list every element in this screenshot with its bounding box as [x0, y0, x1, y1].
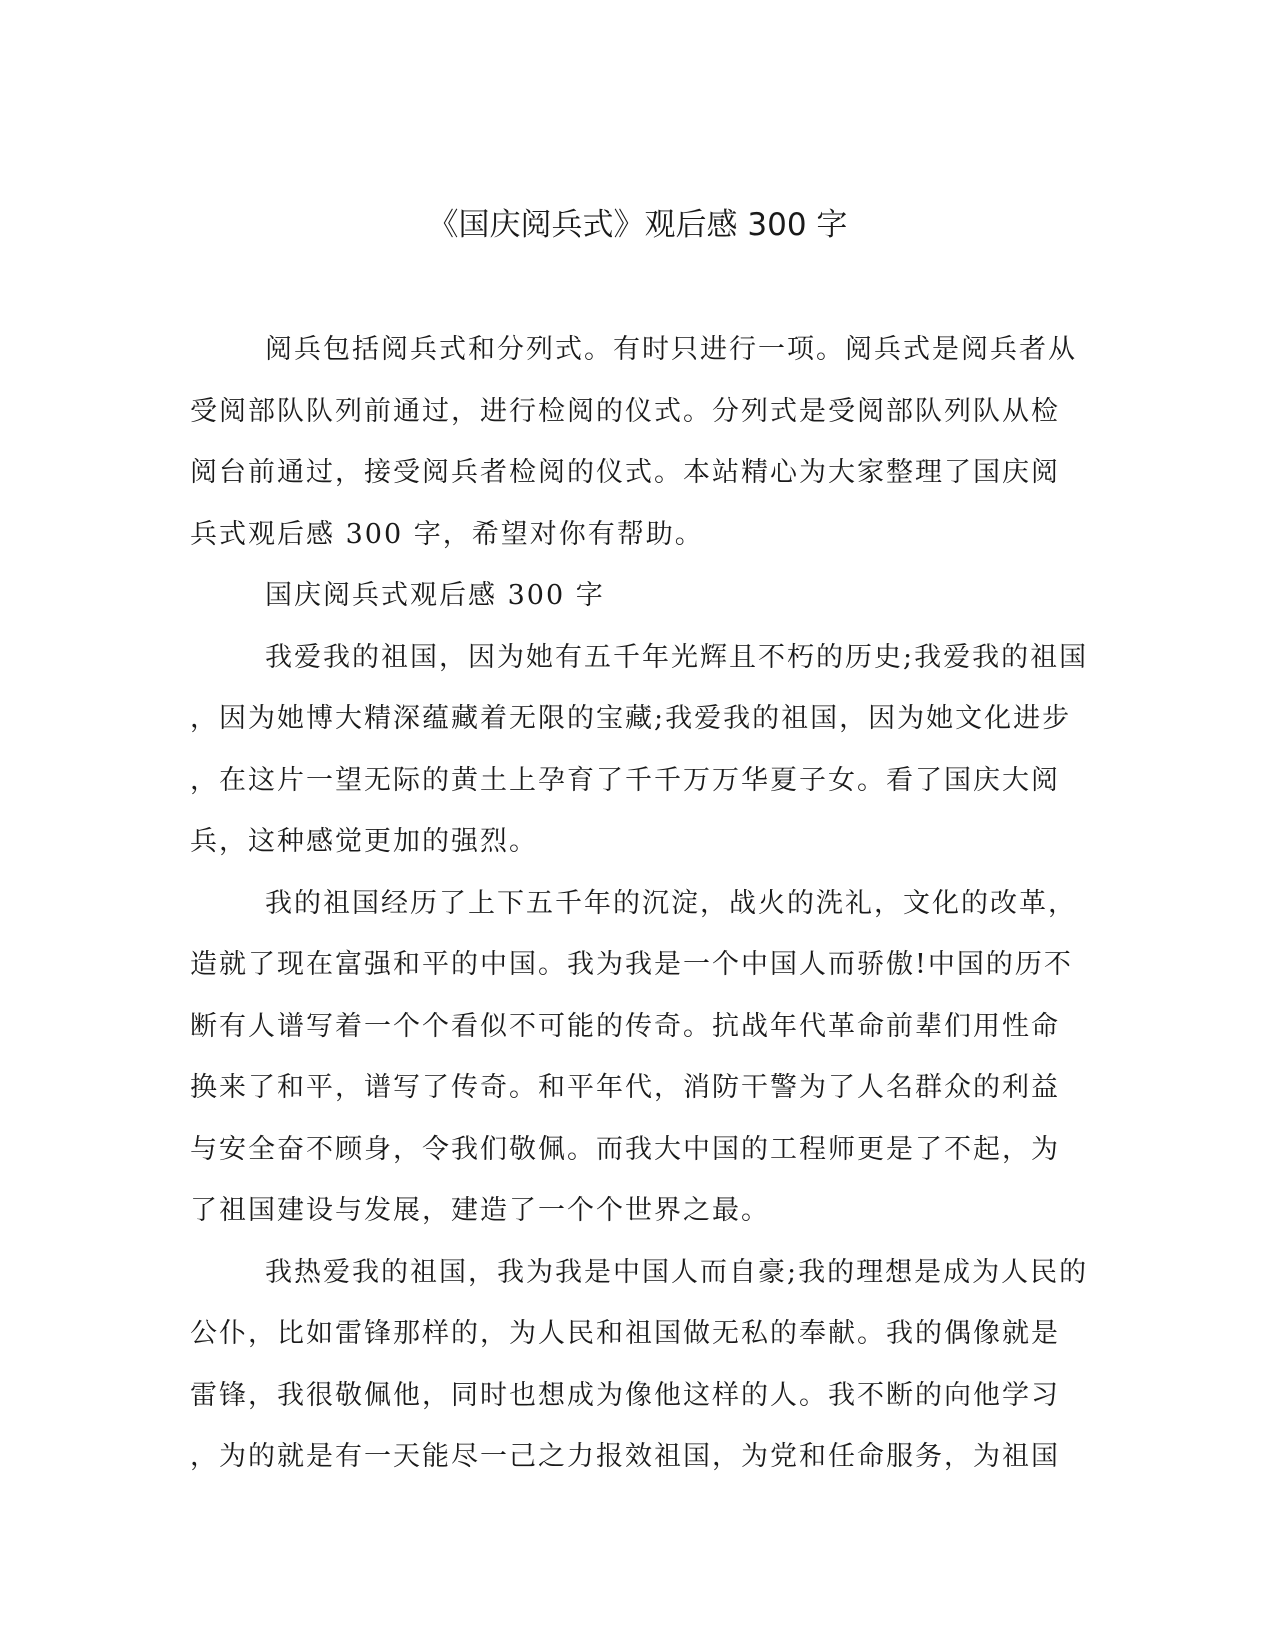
text-line: 受阅部队队列前通过，进行检阅的仪式。分列式是受阅部队列队从检 — [190, 395, 1060, 427]
text-line: 我的祖国经历了上下五千年的沉淀，战火的洗礼，文化的改革， — [265, 887, 1077, 919]
text-line: ，因为她博大精深蕴藏着无限的宝藏;我爱我的祖国，因为她文化进步 — [190, 703, 1072, 734]
text-line: 公仆，比如雷锋那样的，为人民和祖国做无私的奉献。我的偶像就是 — [190, 1318, 1060, 1349]
text-line: 我热爱我的祖国，我为我是中国人而自豪;我的理想是成为人民的 — [265, 1256, 1089, 1288]
text-line: 雷锋，我很敬佩他，同时也想成为像他这样的人。我不断的向他学习 — [190, 1379, 1060, 1411]
text-line: 兵式观后感 300 字，希望对你有帮助。 — [190, 518, 704, 550]
text-line: 断有人谱写着一个个看似不可能的传奇。抗战年代革命前辈们用性命 — [190, 1010, 1060, 1042]
text-line: ，在这片一望无际的黄土上孕育了千千万万华夏子女。看了国庆大阅 — [190, 764, 1060, 796]
text-line: 造就了现在富强和平的中国。我为我是一个中国人而骄傲!中国的历不 — [190, 949, 1073, 980]
text-line: 了祖国建设与发展，建造了一个个世界之最。 — [190, 1195, 770, 1226]
text-line: 与安全奋不顾身，令我们敬佩。而我大中国的工程师更是了不起，为 — [190, 1133, 1060, 1165]
text-line: 阅台前通过，接受阅兵者检阅的仪式。本站精心为大家整理了国庆阅 — [190, 457, 1060, 488]
text-line: 阅兵包括阅兵式和分列式。有时只进行一项。阅兵式是阅兵者从 — [265, 334, 1077, 365]
document-body — [190, 330, 1089, 1499]
text-line: 我爱我的祖国，因为她有五千年光辉且不朽的历史;我爱我的祖国 — [265, 641, 1089, 673]
section-heading: 国庆阅兵式观后感 300 字 — [265, 580, 605, 611]
text-line: 兵，这种感觉更加的强烈。 — [190, 826, 538, 857]
document-title: 《国庆阅兵式》观后感 300 字 — [427, 207, 848, 243]
text-line: ，为的就是有一天能尽一己之力报效祖国，为党和任命服务，为祖国 — [190, 1441, 1060, 1472]
text-line: 换来了和平，谱写了传奇。和平年代，消防干警为了人名群众的利益 — [190, 1072, 1060, 1103]
